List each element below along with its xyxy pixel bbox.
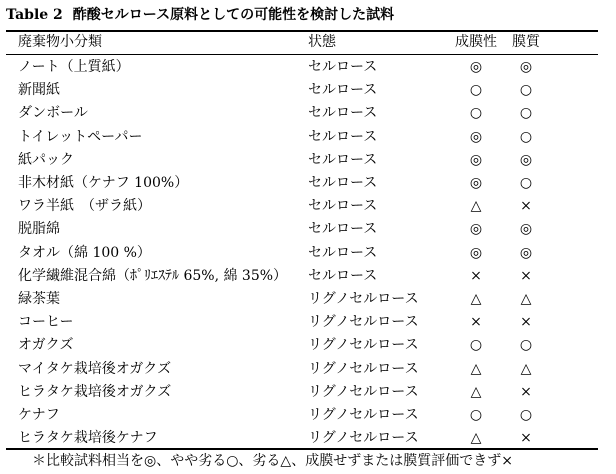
cell-state: セルロース xyxy=(308,59,378,75)
table-row xyxy=(6,56,598,78)
cell-formability: △ xyxy=(470,360,482,377)
cell-state: セルロース xyxy=(308,128,378,145)
cell-formability: △ xyxy=(470,430,482,447)
header-state: 状態 xyxy=(308,34,336,50)
cell-state: セルロース xyxy=(308,82,378,99)
cell-membrane-quality: ◎ xyxy=(519,244,533,261)
table-row xyxy=(6,126,598,148)
cell-waste-name: 非木材紙（ケナフ 100%） xyxy=(18,175,189,191)
cell-state: リグノセルロース xyxy=(308,314,419,331)
cell-waste-name: 紙パック xyxy=(18,151,74,168)
cell-formability: × xyxy=(470,267,482,284)
cell-membrane-quality: ◎ xyxy=(519,221,533,238)
table-row xyxy=(6,288,598,310)
cell-state: セルロース xyxy=(308,105,378,122)
cell-state: セルロース xyxy=(308,175,378,191)
cell-state: セルロース xyxy=(308,221,378,238)
cell-state: セルロース xyxy=(308,151,378,168)
cell-membrane-quality: ◎ xyxy=(519,59,533,75)
cell-state: リグノセルロース xyxy=(308,360,419,377)
table-footnote: ＊比較試料相当を◎、やや劣る○、劣る△、成膜せずまたは膜質評価できず× xyxy=(32,453,513,469)
cell-waste-name: タオル（綿 100 %） xyxy=(18,244,151,261)
cell-waste-name: ケナフ xyxy=(18,407,60,423)
cell-membrane-quality: ○ xyxy=(519,337,533,354)
cell-membrane-quality: ○ xyxy=(519,128,533,145)
cell-waste-name: 化学繊維混合綿（ﾎﾟﾘｴｽﾃﾙ 65%, 綿 35%） xyxy=(18,267,288,284)
cell-membrane-quality: ○ xyxy=(519,105,533,122)
cell-state: リグノセルロース xyxy=(308,383,419,400)
table-row xyxy=(6,404,598,426)
cell-formability: ○ xyxy=(469,337,483,354)
cell-membrane-quality: × xyxy=(520,383,532,400)
cell-formability: × xyxy=(470,314,482,331)
cell-formability: △ xyxy=(470,198,482,215)
table-row xyxy=(6,195,598,217)
cell-membrane-quality: × xyxy=(520,267,532,284)
table-label: Table 2 xyxy=(6,7,63,23)
cell-formability: ◎ xyxy=(469,175,483,191)
header-waste-category: 廃棄物小分類 xyxy=(18,34,102,50)
cell-waste-name: 新聞紙 xyxy=(18,82,60,99)
cell-state: セルロース xyxy=(308,267,378,284)
cell-waste-name: ダンボール xyxy=(18,105,88,122)
cell-waste-name: マイタケ栽培後オガクズ xyxy=(18,360,172,377)
cell-membrane-quality: × xyxy=(520,430,532,447)
header-formability: 成膜性 xyxy=(455,34,497,50)
cell-waste-name: オガクズ xyxy=(18,337,74,354)
table-row xyxy=(6,427,598,449)
cell-membrane-quality: ○ xyxy=(519,175,533,191)
table-header-row xyxy=(6,31,598,53)
cell-formability: ◎ xyxy=(469,128,483,145)
cell-state: リグノセルロース xyxy=(308,337,419,354)
table-row xyxy=(6,381,598,403)
cell-waste-name: トイレットペーパー xyxy=(18,128,143,145)
table-row xyxy=(6,218,598,240)
cell-formability: ○ xyxy=(469,82,483,99)
table-row xyxy=(6,102,598,124)
cell-formability: ◎ xyxy=(469,151,483,168)
table-caption xyxy=(6,4,394,26)
cell-waste-name: 緑茶葉 xyxy=(18,291,60,307)
table-row xyxy=(6,358,598,380)
cell-formability: ○ xyxy=(469,105,483,122)
cell-formability: ◎ xyxy=(469,244,483,261)
cell-state: セルロース xyxy=(308,244,378,261)
cell-waste-name: ワラ半紙 （ザラ紙） xyxy=(18,198,151,215)
cell-formability: ◎ xyxy=(469,221,483,238)
cell-membrane-quality: △ xyxy=(520,291,532,307)
table-row xyxy=(6,334,598,356)
table-title: 酢酸セルロース原料としての可能性を検討した試料 xyxy=(72,7,395,23)
cell-waste-name: ヒラタケ栽培後オガクズ xyxy=(18,383,172,400)
cell-membrane-quality: ○ xyxy=(519,407,533,423)
cell-waste-name: 脱脂綿 xyxy=(18,221,60,238)
cell-state: セルロース xyxy=(308,198,378,215)
cell-membrane-quality: ○ xyxy=(519,82,533,99)
cell-formability: △ xyxy=(470,383,482,400)
cell-state: リグノセルロース xyxy=(308,430,419,447)
cell-membrane-quality: △ xyxy=(520,360,532,377)
table-row xyxy=(6,265,598,287)
cell-waste-name: ヒラタケ栽培後ケナフ xyxy=(18,430,158,447)
table-row xyxy=(6,149,598,171)
cell-formability: ○ xyxy=(469,407,483,423)
cell-membrane-quality: × xyxy=(520,314,532,331)
cell-formability: ◎ xyxy=(469,59,483,75)
cell-membrane-quality: ◎ xyxy=(519,151,533,168)
cell-membrane-quality: × xyxy=(520,198,532,215)
cell-state: リグノセルロース xyxy=(308,407,419,423)
header-membrane-quality: 膜質 xyxy=(512,34,540,50)
table-row xyxy=(6,79,598,101)
table-header-rule xyxy=(6,54,598,55)
table-row xyxy=(6,311,598,333)
cell-waste-name: コーヒー xyxy=(18,314,74,331)
table-row xyxy=(6,172,598,194)
table-row xyxy=(6,242,598,264)
cell-state: リグノセルロース xyxy=(308,291,419,307)
cell-waste-name: ノート（上質紙） xyxy=(18,59,130,75)
cell-formability: △ xyxy=(470,291,482,307)
